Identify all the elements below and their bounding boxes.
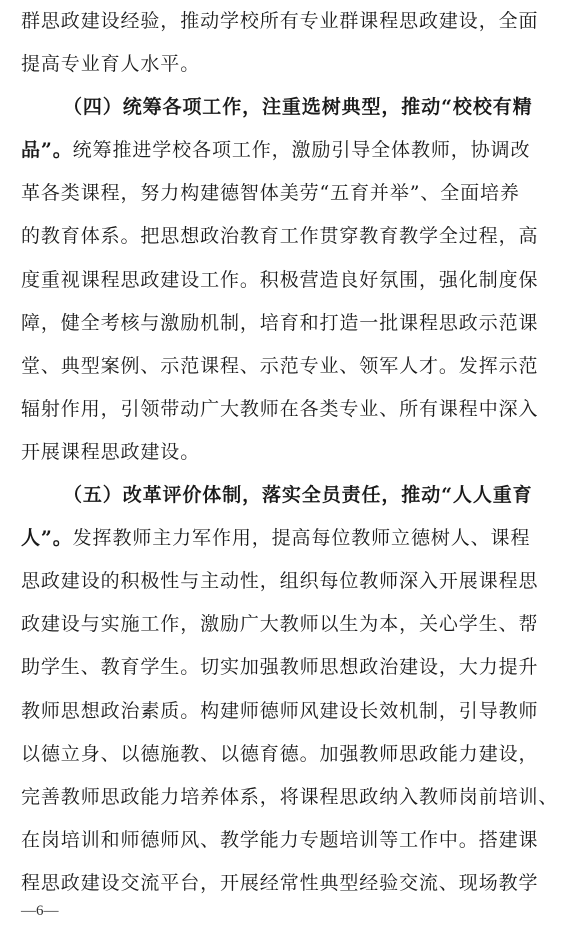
section-heading: （四）统筹各项工作，注重选树典型，推动“校校有精 bbox=[63, 96, 533, 119]
text-line: 开展课程思政建设。 bbox=[21, 440, 201, 463]
text-line: 完善教师思政能力培养体系，将课程思政纳入教师岗前培训、 bbox=[21, 785, 559, 808]
paragraph-continuation bbox=[21, 0, 561, 86]
text-line: 的教育体系。把思想政治教育工作贯穿教育教学全过程，高 bbox=[21, 225, 539, 248]
text-line: 在岗培训和师德师风、教学能力专题培训等工作中。搭建课 bbox=[21, 828, 539, 851]
text-line: 助学生、教育学生。切实加强教师思想政治建设，大力提升 bbox=[21, 656, 539, 679]
text-line: 辐射作用，引领带动广大教师在各类专业、所有课程中深入 bbox=[21, 397, 539, 420]
text-line bbox=[21, 129, 561, 172]
section-heading-end: 人”。 bbox=[21, 527, 73, 550]
text-line: 政建设与实施工作，激励广大教师以生为本，关心学生、帮 bbox=[21, 613, 539, 636]
text-line: 思政建设的积极性与主动性，组织每位教师深入开展课程思 bbox=[21, 570, 539, 593]
text-span: 发挥教师主力军作用，提高每位教师立德树人、课程 bbox=[72, 527, 531, 550]
text-line: 度重视课程思政建设工作。积极营造良好氛围，强化制度保 bbox=[21, 268, 539, 291]
page-number: —6— bbox=[21, 903, 59, 919]
text-line: 以德立身、以德施教、以德育德。加强教师思政能力建设， bbox=[21, 742, 539, 765]
paragraph-section-4 bbox=[21, 86, 561, 474]
text-line: 提高专业育人水平。 bbox=[21, 53, 201, 76]
section-heading: （五）改革评价体制，落实全员责任，推动“人人重育 bbox=[63, 484, 533, 507]
text-line: 群思政建设经验，推动学校所有专业群课程思政建设，全面 bbox=[21, 10, 539, 32]
text-line: 障，健全考核与激励机制，培育和打造一批课程思政示范课 bbox=[21, 311, 539, 334]
text-span: 统筹推进学校各项工作，激励引导全体教师，协调改 bbox=[72, 139, 531, 162]
text-line: 程思政建设交流平台，开展经常性典型经验交流、现场教学 bbox=[21, 871, 539, 894]
text-line bbox=[21, 517, 561, 560]
text-line: 堂、典型案例、示范课程、示范专业、领军人才。发挥示范 bbox=[21, 354, 539, 377]
paragraph-section-5 bbox=[21, 474, 561, 905]
document-body bbox=[21, 0, 561, 905]
section-heading-end: 品”。 bbox=[21, 139, 73, 162]
text-line: 革各类课程，努力构建德智体美劳“五育并举”、全面培养 bbox=[21, 182, 520, 205]
text-line: 教师思想政治素质。构建师德师风建设长效机制，引导教师 bbox=[21, 699, 539, 722]
